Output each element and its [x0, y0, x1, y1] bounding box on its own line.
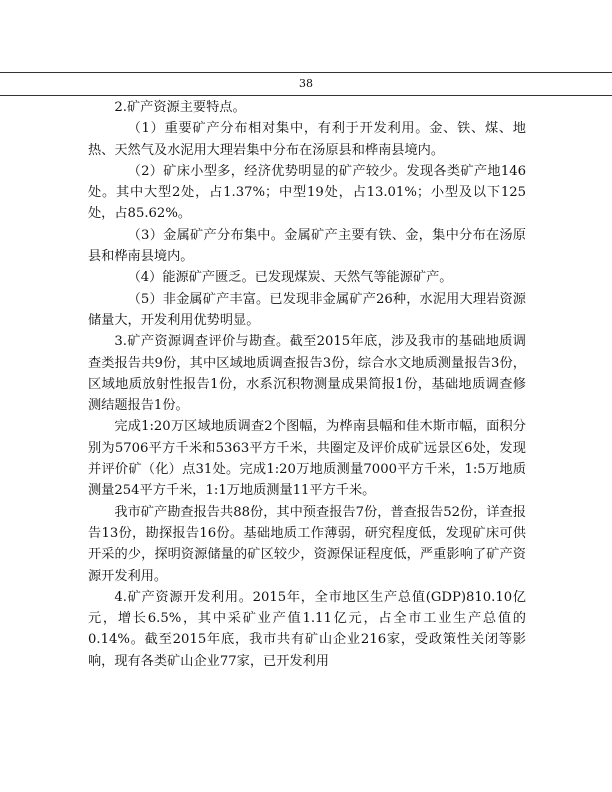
paragraph-survey-completion: 完成1:20万区域地质调查2个图幅，为桦南县幅和佳木斯市幅，面积分别为5706平方千米和5363平方千米，共圈定及评价成矿远景区6处，发现并评价矿（化）点31处。完成1:20万地质测量7000平方千米，1:5万地质测量254平方千米，1:1万地质测量11平方千米。	[88, 419, 526, 499]
paragraph-feature-4: （4）能源矿产匮乏。已发现煤炭、天然气等能源矿产。	[127, 270, 453, 286]
header-rule-top	[0, 72, 612, 73]
paragraph-exploration-reports: 我市矿产勘查报告共88份，其中预查报告7份，普查报告52份，详查报告13份，勘探报告16份。基础地质工作薄弱，研究程度低，发现矿床可供开采的少，探明资源储量的矿区较少，资源保证程度低，严重影响了矿产资源开发利用。	[88, 504, 526, 584]
paragraph-section-4: 4.矿产资源开发利用。2015年，全市地区生产总值(GDP)810.10亿元，增长6.5%，其中采矿业产值1.11亿元，占全市工业生产总值的0.14%。截至2015年底，我市共有矿山企业216家，受政策性关闭等影响，现有各类矿山企业77家，已开发利用	[88, 589, 526, 669]
header-rule-bottom	[0, 95, 612, 96]
paragraph-section-3: 3.矿产资源调查评价与勘查。截至2015年底，涉及我市的基础地质调查类报告共9份，其中区域地质调查报告3份，综合水文地质测量报告3份，区域地质放射性报告1份，水系沉积物测量成果简报1份，基础地质调查修测结题报告1份。	[88, 334, 526, 414]
paragraph-feature-1: （1）重要矿产分布相对集中，有利于开发利用。金、铁、煤、地热、天然气及水泥用大理岩集中分布在汤原县和桦南县境内。	[88, 121, 526, 158]
paragraph-feature-3: （3）金属矿产分布集中。金属矿产主要有铁、金，集中分布在汤原县和桦南县境内。	[88, 227, 526, 265]
page-number: 38	[299, 77, 313, 90]
paragraph-section-2-heading: 2.矿产资源主要特点。	[114, 100, 246, 115]
paragraph-feature-5: （5）非金属矿产丰富。已发现非金属矿产26种，水泥用大理岩资源储量大，开发利用优势明显。	[88, 291, 526, 328]
document-body	[88, 97, 526, 672]
paragraph-feature-2: （2）矿床小型多，经济优势明显的矿产较少。发现各类矿产地146处。其中大型2处，占1.37%；中型19处，占13.01%；小型及以下125处，占85.62%。	[88, 163, 526, 222]
